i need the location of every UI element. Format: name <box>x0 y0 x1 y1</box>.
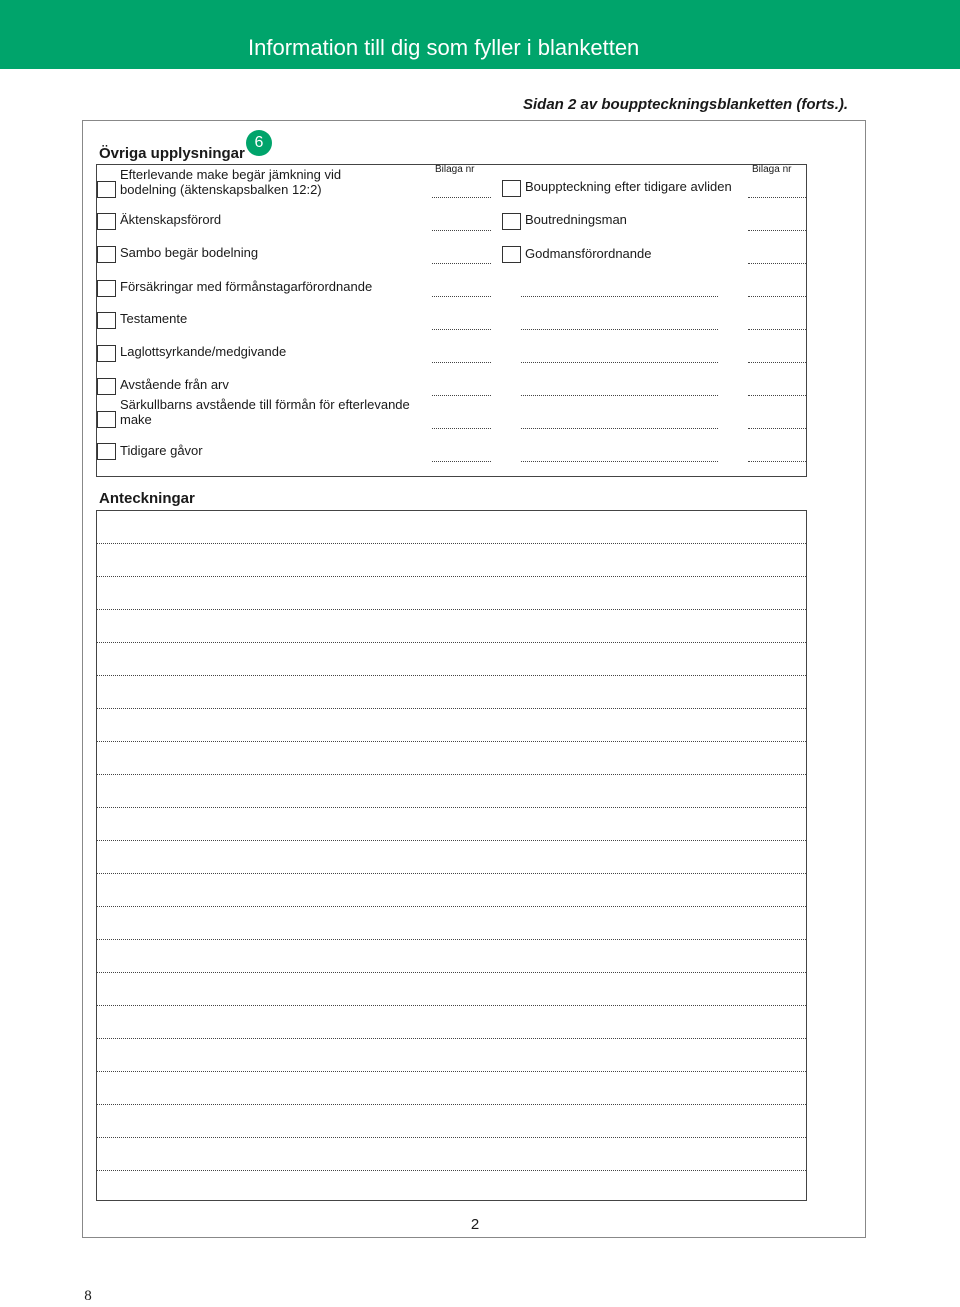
bilaga-field[interactable] <box>748 329 806 330</box>
notes-line <box>97 1071 806 1072</box>
checkbox-tidigare-bouppteckning[interactable] <box>502 180 521 197</box>
notes-line <box>97 708 806 709</box>
notes-line <box>97 873 806 874</box>
notes-line <box>97 1137 806 1138</box>
item-label-tidigare-gavor: Tidigare gåvor <box>120 443 203 458</box>
bilaga-header-left: Bilaga nr <box>435 164 475 175</box>
notes-line <box>97 939 806 940</box>
item-label-avstaende-arv: Avstående från arv <box>120 377 229 392</box>
notes-line <box>97 840 806 841</box>
notes-line <box>97 576 806 577</box>
item-label-sarkullbarn-line1: Särkullbarns avstående till förmån för efterlevande <box>120 397 410 412</box>
notes-line <box>97 741 806 742</box>
bilaga-field[interactable] <box>432 428 491 429</box>
notes-line <box>97 543 806 544</box>
item-label-testamente: Testamente <box>120 311 188 326</box>
bilaga-field[interactable] <box>748 428 806 429</box>
free-text-field[interactable] <box>521 395 718 396</box>
item-label-godman: Godmansförordnande <box>525 246 652 261</box>
checkbox-boutredningsman[interactable] <box>502 213 521 230</box>
bilaga-field[interactable] <box>748 395 806 396</box>
bilaga-field[interactable] <box>432 395 491 396</box>
bilaga-field[interactable] <box>432 296 491 297</box>
section-number-badge: 6 <box>246 130 272 156</box>
notes-title: Anteckningar <box>99 490 195 507</box>
notes-line <box>97 906 806 907</box>
bilaga-field[interactable] <box>748 230 806 231</box>
item-label-aktenskapsforord: Äktenskapsförord <box>120 212 222 227</box>
section-title: Övriga upplysningar <box>99 145 245 162</box>
header-banner <box>0 0 960 69</box>
item-label-jamkning-line1: Efterlevande make begär jämkning vid <box>120 167 342 182</box>
checkbox-avstaende-arv[interactable] <box>97 378 116 395</box>
item-label-forsakringar: Försäkringar med förmånstagarförordnande <box>120 279 373 294</box>
bilaga-field[interactable] <box>748 197 806 198</box>
item-label-laglott: Laglottsyrkande/medgivande <box>120 344 287 359</box>
free-text-field[interactable] <box>521 362 718 363</box>
notes-line <box>97 1170 806 1171</box>
checkbox-tidigare-gavor[interactable] <box>97 443 116 460</box>
notes-line <box>97 675 806 676</box>
item-label-tidigare-bouppteckning: Bouppteckning efter tidigare avliden <box>525 179 732 194</box>
notes-line <box>97 972 806 973</box>
document-page-number: 8 <box>84 1288 92 1304</box>
bilaga-field[interactable] <box>432 461 491 462</box>
checkbox-laglott[interactable] <box>97 345 116 362</box>
free-text-field[interactable] <box>521 428 718 429</box>
free-text-field[interactable] <box>521 296 718 297</box>
banner-title: Information till dig som fyller i blanketten <box>248 35 640 60</box>
page-subtitle: Sidan 2 av bouppteckningsblanketten (forts.). <box>523 96 849 113</box>
checkbox-sambo[interactable] <box>97 246 116 263</box>
bilaga-field[interactable] <box>432 329 491 330</box>
bilaga-field[interactable] <box>748 461 806 462</box>
bilaga-field[interactable] <box>432 263 491 264</box>
notes-line <box>97 1005 806 1006</box>
item-label-sambo: Sambo begär bodelning <box>120 245 259 260</box>
free-text-field[interactable] <box>521 329 718 330</box>
form-page-number: 2 <box>470 1216 480 1233</box>
checkbox-aktenskapsforord[interactable] <box>97 213 116 230</box>
notes-textarea[interactable] <box>96 510 807 1201</box>
item-label-boutredningsman: Boutredningsman <box>525 212 627 227</box>
notes-line <box>97 807 806 808</box>
bilaga-field[interactable] <box>748 263 806 264</box>
notes-line <box>97 1104 806 1105</box>
bilaga-header-right: Bilaga nr <box>752 164 792 175</box>
bilaga-field[interactable] <box>748 362 806 363</box>
bilaga-field[interactable] <box>432 362 491 363</box>
checkbox-forsakringar[interactable] <box>97 280 116 297</box>
item-label-sarkullbarn-line2: make <box>120 412 152 427</box>
section-box <box>96 164 807 477</box>
checkbox-jamkning[interactable] <box>97 181 116 198</box>
bilaga-field[interactable] <box>432 230 491 231</box>
notes-line <box>97 609 806 610</box>
checkbox-testamente[interactable] <box>97 312 116 329</box>
notes-line <box>97 774 806 775</box>
notes-line <box>97 642 806 643</box>
checkbox-sarkullbarn[interactable] <box>97 411 116 428</box>
notes-line <box>97 1038 806 1039</box>
checkbox-godman[interactable] <box>502 246 521 263</box>
bilaga-field[interactable] <box>432 197 491 198</box>
bilaga-field[interactable] <box>748 296 806 297</box>
item-label-jamkning-line2: bodelning (äktenskapsbalken 12:2) <box>120 182 322 197</box>
free-text-field[interactable] <box>521 461 718 462</box>
